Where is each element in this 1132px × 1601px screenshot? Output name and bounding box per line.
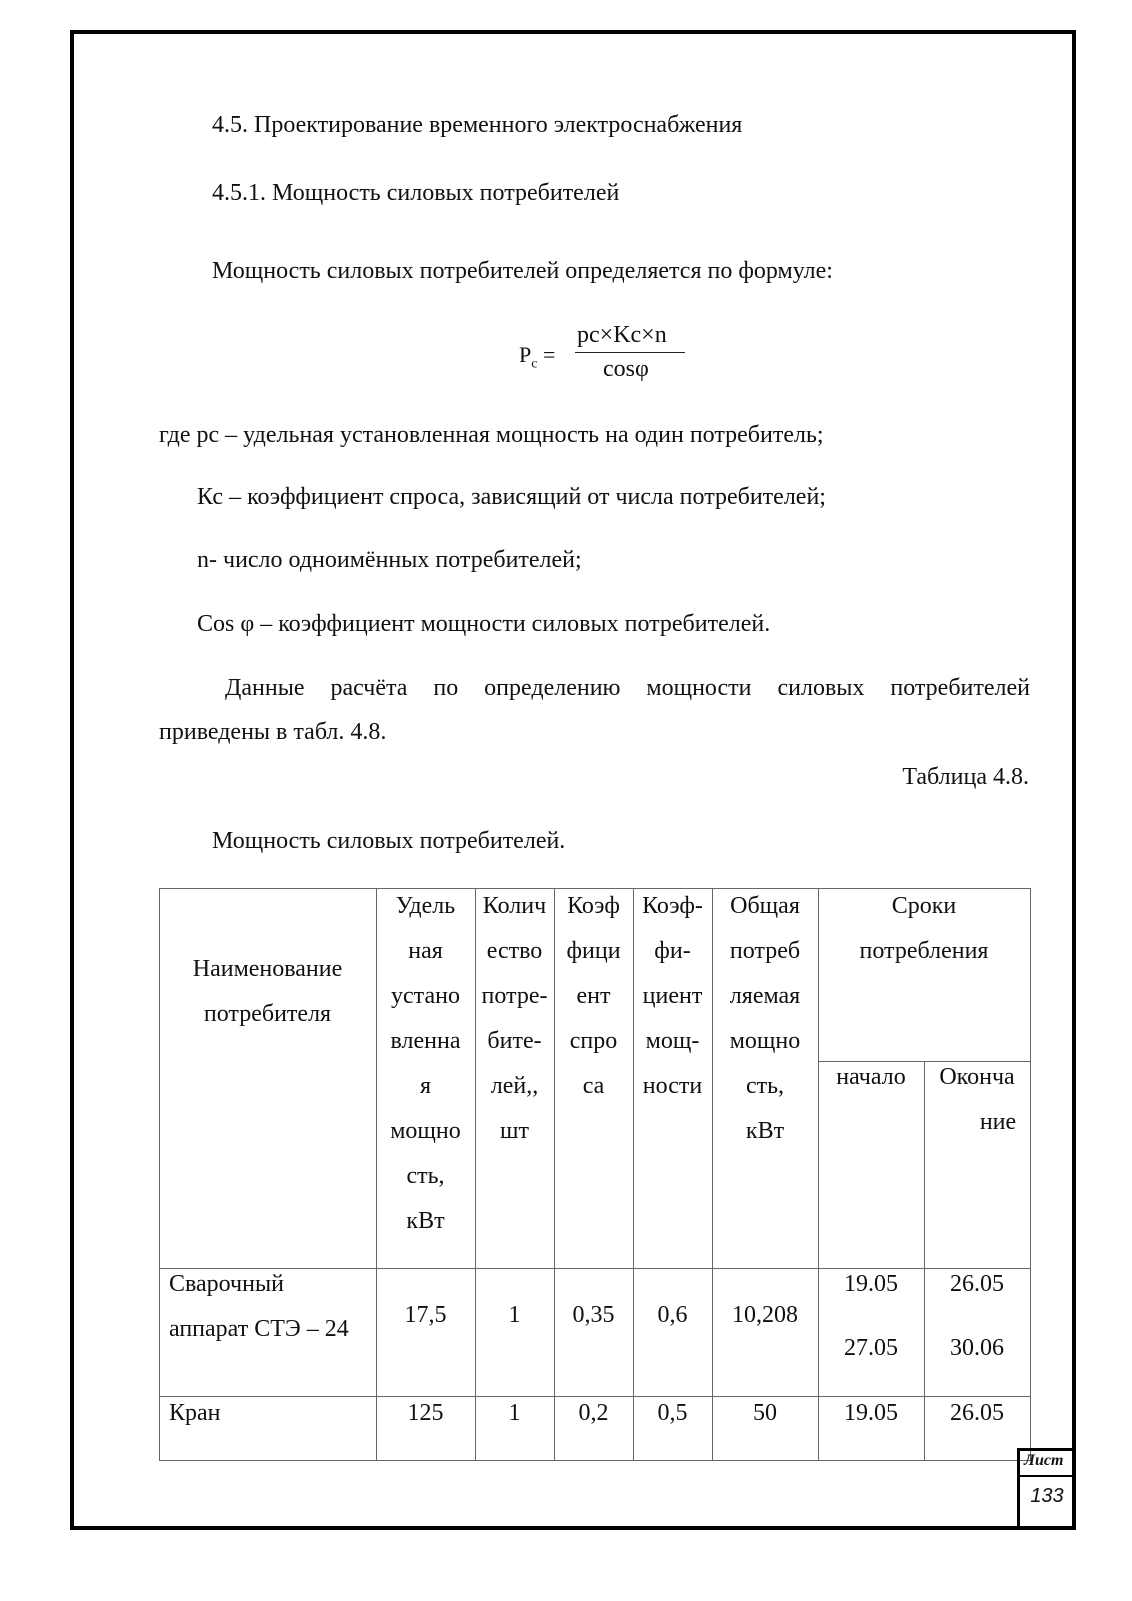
header-name-line: Наименование <box>192 956 343 982</box>
header-line: кВт <box>406 1208 445 1234</box>
sheet-separator <box>1020 1475 1074 1477</box>
header-line: Коэф- <box>642 893 703 919</box>
formula-equals: = <box>537 342 556 367</box>
row-1-name-line: аппарат СТЭ – 24 <box>169 1316 349 1342</box>
fraction-bar <box>575 352 685 353</box>
header-total-power <box>712 884 818 1154</box>
header-name <box>159 947 376 1037</box>
paragraph-line-1: Данные расчёта по определению мощности силовых потребителей <box>225 675 1030 701</box>
header-line: Коэф <box>567 893 620 919</box>
formula-lhs <box>519 342 555 372</box>
table-border-bottom <box>159 1460 1031 1461</box>
header-line: потребления <box>859 938 989 964</box>
definition-cos: Cos φ – коэффициент мощности силовых потребителей. <box>197 611 771 637</box>
sheet-number-box <box>1017 1448 1074 1526</box>
header-line: я <box>419 1073 432 1099</box>
row-1-name-line: Сварочный <box>169 1271 284 1297</box>
header-line: шт <box>500 1118 529 1144</box>
table-label: Таблица 4.8. <box>902 764 1029 790</box>
header-line: ляемая <box>729 983 801 1009</box>
formula-lhs-symbol: P <box>519 342 532 367</box>
formula-denominator: cosφ <box>603 356 649 382</box>
header-demand-coef <box>554 884 633 1109</box>
header-line: ная <box>408 938 443 964</box>
header-specific-power <box>376 884 475 1244</box>
header-line: Оконча <box>939 1064 1015 1090</box>
header-line: фици <box>566 938 621 964</box>
power-consumers-table <box>159 888 1031 1461</box>
header-period <box>818 884 1030 974</box>
row-1-start-1: 19.05 <box>844 1271 898 1297</box>
sheet-label: Лист <box>1024 1452 1064 1469</box>
row-2-end: 26.05 <box>950 1400 1004 1426</box>
header-line: сть, <box>406 1163 445 1189</box>
header-start: начало <box>836 1064 906 1090</box>
header-line: сть, <box>745 1073 785 1099</box>
header-line: кВт <box>745 1118 785 1144</box>
header-line: потреб <box>729 938 801 964</box>
row-2-specific-power: 125 <box>407 1400 444 1426</box>
header-name-line: потребителя <box>203 1001 332 1027</box>
row-1-end-1: 26.05 <box>950 1271 1004 1297</box>
header-line: ние <box>979 1109 1017 1135</box>
power-formula <box>519 322 699 392</box>
row-2-quantity: 1 <box>508 1400 521 1426</box>
row-1-name <box>169 1262 376 1352</box>
header-line: бите- <box>487 1028 542 1054</box>
row-1-total-power: 10,208 <box>732 1302 798 1328</box>
header-power-coef <box>633 884 712 1109</box>
intro-text: Мощность силовых потребителей определяется по формуле: <box>212 258 833 284</box>
definition-pc: где pс – удельная установленная мощность на один потребитель; <box>159 422 824 448</box>
header-line: циент <box>642 983 703 1009</box>
row-1-power-coef: 0,6 <box>657 1302 688 1328</box>
subsection-heading: 4.5.1. Мощность силовых потребителей <box>212 180 620 206</box>
header-line: мощно <box>729 1028 801 1054</box>
header-line: мощно <box>390 1118 461 1144</box>
header-line: Удель <box>395 893 456 919</box>
sheet-number: 133 <box>1030 1485 1064 1507</box>
header-line: Сроки <box>891 893 957 919</box>
row-2-demand-coef: 0,2 <box>578 1400 609 1426</box>
formula-lhs-subscript: c <box>531 356 538 372</box>
header-line: мощ- <box>645 1028 700 1054</box>
header-line: лей,, <box>490 1073 539 1099</box>
section-heading: 4.5. Проектирование временного электроснабжения <box>212 112 743 138</box>
paragraph-line-2: приведены в табл. 4.8. <box>159 719 387 745</box>
row-2-total-power: 50 <box>753 1400 777 1426</box>
header-line: ество <box>486 938 543 964</box>
definition-kc: Кс – коэффициент спроса, зависящий от числа потребителей; <box>197 484 826 510</box>
table-title: Мощность силовых потребителей. <box>212 828 566 854</box>
header-line: са <box>582 1073 605 1099</box>
header-end <box>924 1055 1030 1145</box>
header-line: ент <box>576 983 611 1009</box>
header-line: Общая <box>730 893 800 919</box>
row-1-start-2: 27.05 <box>844 1335 898 1361</box>
row-1-demand-coef: 0,35 <box>572 1302 615 1328</box>
row-1-end-2: 30.06 <box>950 1335 1004 1361</box>
row-2-name: Кран <box>169 1400 221 1426</box>
header-line: потре- <box>481 983 548 1009</box>
row-1-specific-power: 17,5 <box>404 1302 447 1328</box>
header-line: вленна <box>390 1028 461 1054</box>
definition-n: n- число одноимённых потребителей; <box>197 547 582 573</box>
header-line: Колич <box>482 893 547 919</box>
header-line: устано <box>391 983 460 1009</box>
header-line: фи- <box>654 938 691 964</box>
header-quantity <box>475 884 554 1154</box>
formula-numerator: pc×Kc×n <box>577 322 667 348</box>
header-line: спро <box>569 1028 618 1054</box>
row-2-power-coef: 0,5 <box>657 1400 688 1426</box>
row-2-start: 19.05 <box>844 1400 898 1426</box>
row-1-quantity: 1 <box>508 1302 521 1328</box>
col-line-8 <box>1030 888 1031 1461</box>
header-line: ности <box>642 1073 703 1099</box>
